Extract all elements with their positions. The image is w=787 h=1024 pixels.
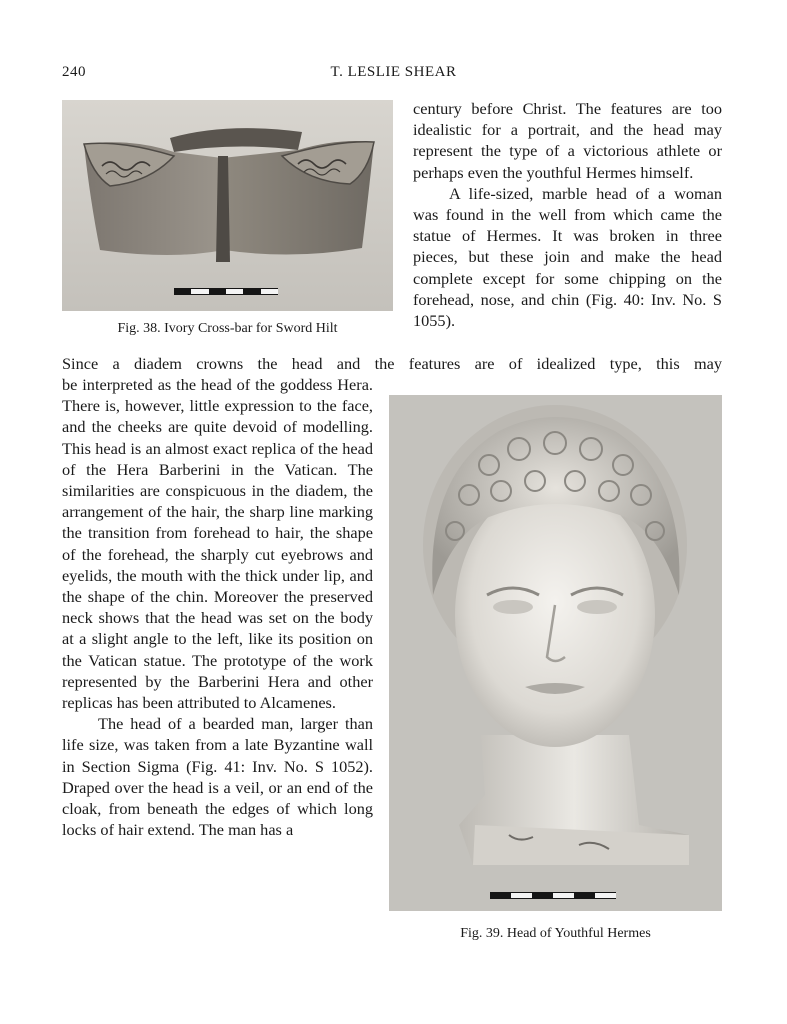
page-number: 240 — [62, 64, 86, 80]
fig38-scale-bar — [174, 288, 278, 295]
paragraph: century before Christ. The features are too idealistic for a portrait, and the head may represent the type of a victorious athlete or perhaps even the youthful Hermes himself. — [413, 99, 722, 182]
fig39-caption: Fig. 39. Head of Youthful Hermes — [460, 926, 651, 941]
full-width-line: Since a diadem crowns the head and the features are of idealized type, this may — [62, 354, 722, 373]
fig39-scale-bar — [490, 892, 616, 899]
running-title: T. LESLIE SHEAR — [330, 64, 457, 80]
paragraph: be interpreted as the head of the goddess Hera. There is, however, little expression to the face, and the cheeks are quite devoid of modelling. This head is an almost exact replica of the head of the Hera Barberini in the Vatican. The similarities are conspicuous in the diadem, the arrangement of the hair, the sharp line marking the transition from forehead to hair, the shape of the forehead, the sharply cut eyebrows and eyelids, the mouth with the thick under lip, and the shape of the chin. Moreover the preserved neck shows that the head was set on the body at a slight angle to the left, like its position on the Vatican statue. The prototype of the work represented by the Barberini Hera and other replicas has been attributed to Alcamenes. — [62, 375, 373, 713]
fig38-caption: Fig. 38. Ivory Cross-bar for Sword Hilt — [117, 321, 338, 336]
left-column-text — [62, 374, 373, 840]
fig39-photo — [389, 395, 722, 911]
hermes-head-image — [389, 395, 722, 911]
right-column-text — [413, 98, 722, 331]
fig38-photo — [62, 100, 393, 311]
ivory-cross-bar-image — [62, 100, 393, 311]
paragraph: The head of a bearded man, larger than life size, was taken from a late Byzantine wall in Section Sigma (Fig. 41: Inv. No. S 1052). Draped over the head is a veil, or an end of the cloak, from beneath the edges of which long locks of hair extend. The man has a — [62, 714, 373, 840]
paragraph: A life-sized, marble head of a woman was found in the well from which came the statue of Hermes. It was broken in three pieces, but these join and make the head complete except for some chipping on the forehead, nose, and chin (Fig. 40: Inv. No. S 1055). — [413, 183, 722, 331]
